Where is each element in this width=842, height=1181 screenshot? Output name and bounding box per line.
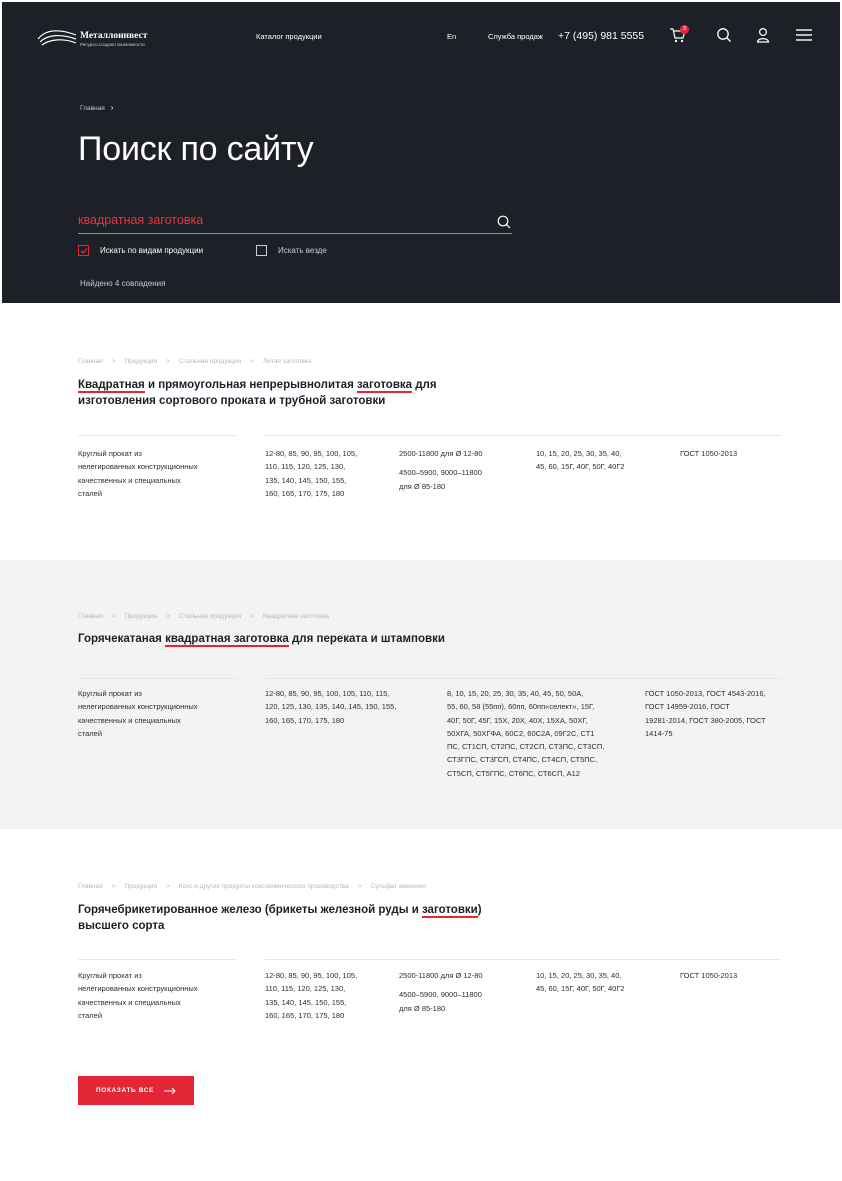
breadcrumb-separator: >	[111, 613, 116, 620]
spec-grades: 8, 10, 15, 20, 25, 30, 35, 40, 45, 50, 50А, 55, 60, 58 (55пп), 60пп, 60пп«селект», 15Г, 40Г, 50Г, 45Г, 15Х, 20Х, 40Х, 15ХА, 50ХГ, 50ХГА, 50ХГФА, 60С2, 60С2А, 09Г2С, СТ1 ПС, СТ1СП, СТ2ПС, СТ2СП, СТ3ПС, СТ3СП, СТ3ГПС, СТ3ГСП, СТ4ПС, СТ4СП, СТ5ПС, СТ5СП, СТ5ГПС, СТ6ПС, СТ6СП, А12	[447, 689, 605, 778]
search-result	[0, 829, 842, 1059]
breadcrumb-separator: >	[111, 883, 116, 890]
title-text: высшего сорта	[78, 920, 165, 932]
breadcrumb-item[interactable]: Стальная продукция	[178, 358, 242, 365]
account-button[interactable]	[754, 26, 774, 46]
divider	[78, 678, 236, 679]
breadcrumb-item[interactable]: Сульфат аммония	[370, 883, 426, 890]
result-breadcrumb	[78, 613, 329, 620]
results-count: Найдено 4 совпадения	[80, 279, 166, 288]
lang-switch[interactable]: En	[447, 32, 457, 41]
logo[interactable]	[36, 27, 166, 51]
logo-tagline: Ресурсы создают возможности	[80, 42, 145, 47]
result-title-link[interactable]	[78, 631, 445, 647]
breadcrumb-separator: >	[166, 613, 170, 620]
breadcrumb-item[interactable]: Литая заготовка	[262, 358, 312, 365]
title-text: изготовления сортового проката и трубной заготовки	[78, 395, 386, 407]
hero-section	[2, 2, 840, 303]
breadcrumb-separator: >	[166, 883, 170, 890]
breadcrumb-item[interactable]: Стальная продукция	[178, 613, 242, 620]
search-icon	[715, 26, 733, 44]
cart-badge: 3	[680, 25, 689, 34]
spec-grades: 10, 15, 20, 25, 30, 35, 40, 45, 60, 15Г, 40Г, 50Г, 40Г2	[536, 449, 625, 472]
breadcrumb-item[interactable]: Главная	[78, 883, 103, 890]
result-title-link[interactable]	[78, 377, 437, 409]
cart-button[interactable]	[669, 26, 689, 46]
breadcrumb-item[interactable]: Продукция	[124, 613, 158, 620]
result-breadcrumb	[78, 358, 312, 365]
title-text: и прямоугольная непрерывнолитая	[144, 379, 357, 391]
result-breadcrumb	[78, 883, 426, 890]
breadcrumb-item[interactable]: Кокс и другие продукты коксохимического производства	[178, 883, 349, 890]
show-all-button[interactable]	[78, 1076, 194, 1105]
breadcrumb-separator: >	[250, 358, 254, 365]
checkmark-icon	[80, 247, 88, 255]
logo-name: Металлоинвест	[80, 31, 148, 41]
search-button[interactable]	[715, 26, 735, 46]
phone-link[interactable]: +7 (495) 981 5555	[558, 30, 645, 42]
breadcrumb-separator: >	[250, 613, 254, 620]
search-result	[0, 303, 842, 560]
breadcrumb-separator: >	[357, 883, 362, 890]
spec-length: 2500-11800 для Ø 12-80 4500–5900, 9000–11800 для Ø 85-180	[399, 449, 483, 491]
nav-sales-link[interactable]: Служба продаж	[488, 32, 543, 41]
spec-sizes: 12-80, 85, 90, 95, 100, 105, 110, 115, 120, 125, 130, 135, 140, 145, 150, 155, 160, 165, 170, 175, 180	[265, 971, 358, 1020]
menu-button[interactable]	[794, 26, 814, 46]
breadcrumb-separator: >	[111, 358, 116, 365]
breadcrumb-item[interactable]: Главная	[78, 613, 103, 620]
search-submit-button[interactable]	[496, 214, 512, 230]
breadcrumb-item[interactable]: Квадратная заготовка	[262, 613, 330, 620]
spec-type: Круглый прокат из нелегированных конструкционных качественных и специальных сталей	[78, 971, 198, 1020]
title-text: для переката и штамповки	[288, 633, 445, 645]
breadcrumb-home[interactable]: Главная	[80, 105, 105, 112]
breadcrumb	[80, 103, 113, 112]
search-field	[78, 210, 512, 234]
arrow-right-icon	[164, 1087, 176, 1095]
title-highlight: заготовка	[356, 379, 413, 391]
divider	[265, 435, 781, 436]
logo-wave-icon	[36, 27, 78, 49]
title-text: Горячебрикетированное железо (брикеты железной руды и	[78, 904, 422, 916]
spec-grades: 10, 15, 20, 25, 30, 35, 40, 45, 60, 15Г, 40Г, 50Г, 40Г2	[536, 971, 625, 994]
breadcrumb-item[interactable]: Продукция	[124, 358, 158, 365]
breadcrumb-item[interactable]: Главная	[78, 358, 103, 365]
spec-standard: ГОСТ 1050-2013, ГОСТ 4543-2016, ГОСТ 14959-2016, ГОСТ 19281-2014, ГОСТ 380-2005, ГОСТ 1414-75	[645, 689, 766, 738]
spec-type: Круглый прокат из нелегированных конструкционных качественных и специальных сталей	[78, 689, 198, 738]
search-input[interactable]	[78, 210, 478, 230]
title-highlight: Квадратная	[78, 379, 145, 391]
search-result	[0, 560, 842, 829]
spec-length: 2500-11800 для Ø 12-80 4500–5900, 9000–11800 для Ø 85-180	[399, 971, 483, 1013]
breadcrumb-separator: >	[166, 358, 170, 365]
checkbox-everywhere[interactable]	[256, 245, 267, 256]
divider	[78, 959, 236, 960]
divider	[265, 678, 781, 679]
spec-standard: ГОСТ 1050-2013	[680, 971, 738, 980]
title-highlight: заготовки	[421, 904, 478, 916]
title-text: для	[412, 379, 437, 391]
user-icon	[754, 26, 772, 44]
title-highlight: квадратная заготовка	[165, 633, 289, 645]
spec-type: Круглый прокат из нелегированных конструкционных качественных и специальных сталей	[78, 449, 198, 498]
search-icon	[496, 214, 512, 230]
show-all-label: ПОКАЗАТЬ ВСЕ	[96, 1087, 154, 1094]
divider	[78, 435, 236, 436]
chevron-right-icon: ›	[110, 103, 114, 112]
result-title-link[interactable]	[78, 902, 482, 934]
option-products-label: Искать по видам продукции	[100, 246, 204, 255]
option-everywhere-label: Искать везде	[278, 246, 327, 255]
checkbox-products[interactable]	[78, 245, 89, 256]
page-title: Поиск по сайту	[78, 130, 314, 168]
title-text: Горячекатаная	[78, 633, 166, 645]
breadcrumb-item[interactable]: Продукция	[124, 883, 158, 890]
spec-sizes: 12-80, 85, 90, 95, 100, 105, 110, 115, 120, 125, 130, 135, 140, 145, 150, 155, 160, 165, 170, 175, 180	[265, 449, 358, 498]
nav-catalog-link[interactable]: Каталог продукции	[256, 32, 322, 41]
menu-icon	[794, 26, 814, 44]
spec-sizes: 12-80, 85, 90, 95, 100, 105, 110, 115, 120, 125, 130, 135, 140, 145, 150, 155, 160, 165, 170, 175, 180	[265, 689, 397, 725]
spec-standard: ГОСТ 1050-2013	[680, 449, 738, 458]
title-text: )	[477, 904, 482, 916]
divider	[265, 959, 781, 960]
